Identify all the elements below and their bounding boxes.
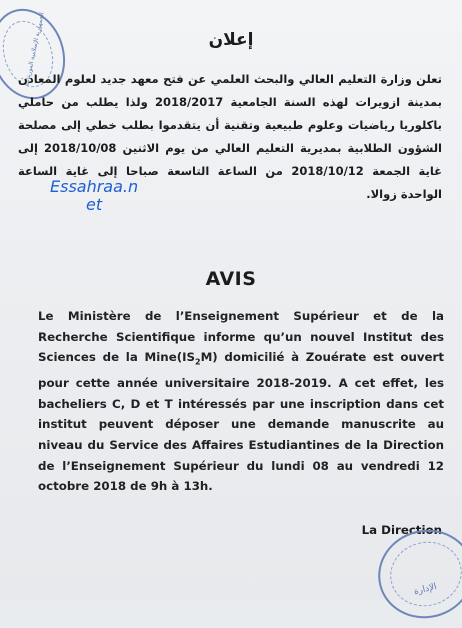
french-body — [38, 306, 444, 497]
stamp-top-text: الجمهورية الإسلامية الموريتانية — [23, 11, 46, 87]
signature: La Direction — [361, 523, 442, 537]
stamp-bottom-text: الإدارة — [412, 581, 438, 598]
french-title: AVIS — [205, 268, 257, 290]
arabic-title: إعلان — [208, 30, 254, 50]
french-body-part-2: M) domicilié à Zouérate est ouvert pour cette année universitaire 2018-2019. A cet effet, les bacheliers C, D et T intéressés par une inscription dans cet institut peuvent déposer une demande manuscrite au niveau du Service des Affaires Estudiantines de la Direction de l’Enseignement Supérieur du lundi 08 au vendredi 12 octobre 2018 de 9h à 13h. — [38, 350, 444, 494]
french-body-subscript: 2 — [194, 357, 201, 367]
arabic-body: تعلن وزارة التعليم العالي والبحث العلمي عن فتح معهد جديد لعلوم المعادن بمدينة ازويرات لهذه السنة الجامعية 2018/2017 ولذا يطلب من حاملي باكلوريا رياضيات وعلوم طبيعية وتقنية أن يتقدموا بطلب خطي إلى مصلحة الشؤون الطلابية بمديرية التعليم العالي من يوم الاثنين 2018/10/08 إلى غاية الجمعة 2018/10/12 من الساعة التاسعة صباحا إلى غاية الساعة الواحدة زوالا. — [18, 72, 442, 201]
watermark-line-1: Essahraa.n — [50, 177, 139, 196]
watermark — [50, 178, 138, 214]
french-body-part-1: Le Ministère de l’Enseignement Supérieur et de la Recherche Scientifique informe qu’un nouvel Institut des Sciences de la Mine(IS — [38, 309, 444, 365]
watermark-line-2: et — [86, 195, 103, 214]
